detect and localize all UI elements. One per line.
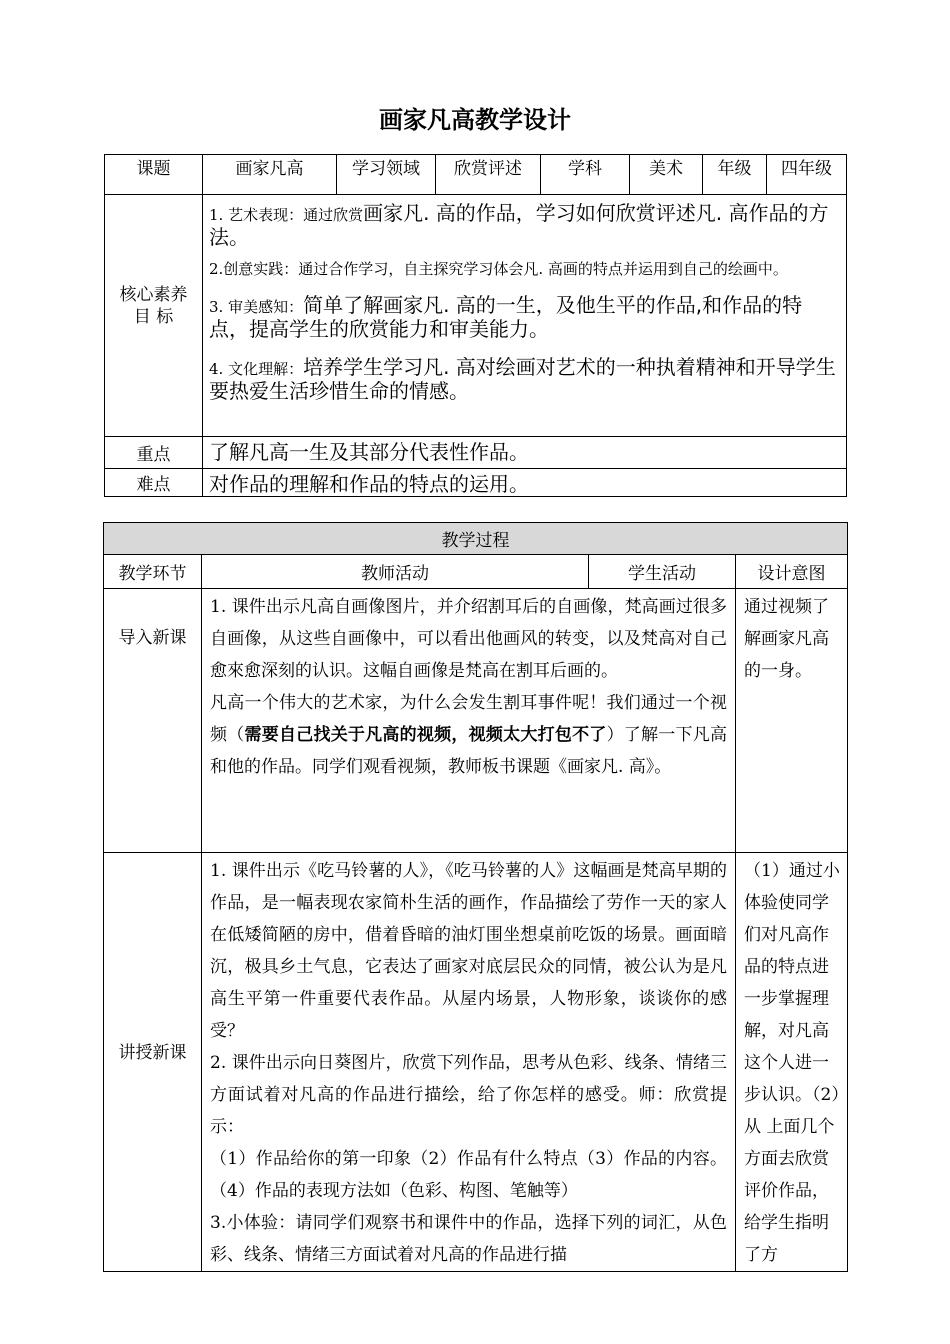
video-note: 需要自己找关于凡高的视频，视频太大打包不了: [244, 725, 607, 745]
process-title: 教学过程: [104, 523, 848, 555]
process-table: [103, 522, 848, 1272]
lesson-paragraph-3: （1）作品给你的第一印象（2）作品有什么特点（3）作品的内容。（4）作品的表现方法如（色彩、构图、笔触等）: [210, 1149, 727, 1201]
difficulty-value: 对作品的理解和作品的特点的运用。: [203, 469, 847, 497]
intro-teacher-activity: [202, 589, 736, 853]
intro-paragraph-1: 1. 课件出示凡高自画像图片，并介绍割耳后的自画像，梵高画过很多自画像，从这些自画像中，可以看出他画风的转变，以及梵高对自己愈來愈深刻的认识。这幅自画像是梵高在割耳后画的。: [210, 597, 727, 681]
page-title: 画家凡高教学设计: [379, 106, 571, 134]
topic-value: 画家凡高: [203, 155, 337, 195]
grade-value: 四年级: [767, 155, 847, 195]
key-point-value: 了解凡高一生及其部分代表性作品。: [203, 437, 847, 469]
grade-label: 年级: [703, 155, 767, 195]
lesson-teacher-activity: [202, 853, 736, 1272]
goal-3: 3. 审美感知：简单了解画家凡. 高的一生，及他生平的作品,和作品的特点，提高学生的欣赏能力和审美能力。: [209, 293, 803, 341]
goals-label: 核心素养 目 标: [105, 195, 203, 437]
stage-header: 教学环节: [104, 555, 202, 589]
goal-4: 4. 文化理解：培养学生学习凡. 高对绘画对艺术的一种执着精神和开导学生要热爱生活珍惜生命的情感。: [209, 355, 836, 403]
goals-content: [203, 195, 847, 437]
difficulty-label: 难点: [105, 469, 203, 497]
lesson-intent: （1）通过小体验使同学们对凡高作品的特点进一步掌握理解，对凡高这个人进一步认识。（2）从 上面几个方面去欣赏评价作品，给学生指明了方: [736, 853, 848, 1272]
domain-label: 学习领域: [337, 155, 436, 195]
subject-value: 美术: [630, 155, 703, 195]
lesson-paragraph-2: 2. 课件出示向日葵图片，欣赏下列作品，思考从色彩、线条、情绪三方面试着对凡高的作品进行描绘，给了你怎样的感受。师：欣赏提示：: [210, 1053, 727, 1137]
subject-label: 学科: [541, 155, 630, 195]
intro-stage: 导入新课: [104, 589, 202, 853]
intro-paragraph-2: 凡高一个伟大的艺术家，为什么会发生割耳事件呢！我们通过一个视频（需要自己找关于凡高的视频，视频太大打包不了）了解一下凡高和他的作品。同学们观看视频，教师板书课题《画家凡. 高》。: [210, 693, 728, 777]
lesson-paragraph-1: 1. 课件出示《吃马铃薯的人》，《吃马铃薯的人》这幅画是梵高早期的作品，是一幅表现农家简朴生活的画作，作品描绘了劳作一天的家人在低矮简陋的房中，借着昏暗的油灯围坐想桌前吃饭的场景。画面暗沉，极具乡土气息，它表达了画家对底层民众的同情，被公认为是凡高生平第一件重要代表作品。从屋内场景，人物形象，谈谈你的感受？: [210, 861, 727, 1041]
student-header: 学生活动: [589, 555, 736, 589]
topic-label: 课题: [105, 155, 203, 195]
lesson-paragraph-4: 3.小体验：请同学们观察书和课件中的作品，选择下列的词汇，从色彩、线条、情绪三方面试着对凡高的作品进行描: [210, 1213, 727, 1265]
lesson-stage: 讲授新课: [104, 853, 202, 1272]
info-table: [104, 154, 847, 497]
goal-1: 1. 艺术表现：通过欣赏画家凡. 高的作品，学习如何欣赏评述凡. 高作品的方法。: [209, 201, 829, 249]
domain-value: 欣赏评述: [436, 155, 541, 195]
key-point-label: 重点: [105, 437, 203, 469]
teacher-header: 教师活动: [202, 555, 589, 589]
intro-intent: 通过视频了解画家凡高的一身。: [736, 589, 848, 853]
goal-2: 2.创意实践：通过合作学习，自主探究学习体会凡. 高画的特点并运用到自己的绘画中。: [209, 260, 788, 278]
intent-header: 设计意图: [736, 555, 848, 589]
